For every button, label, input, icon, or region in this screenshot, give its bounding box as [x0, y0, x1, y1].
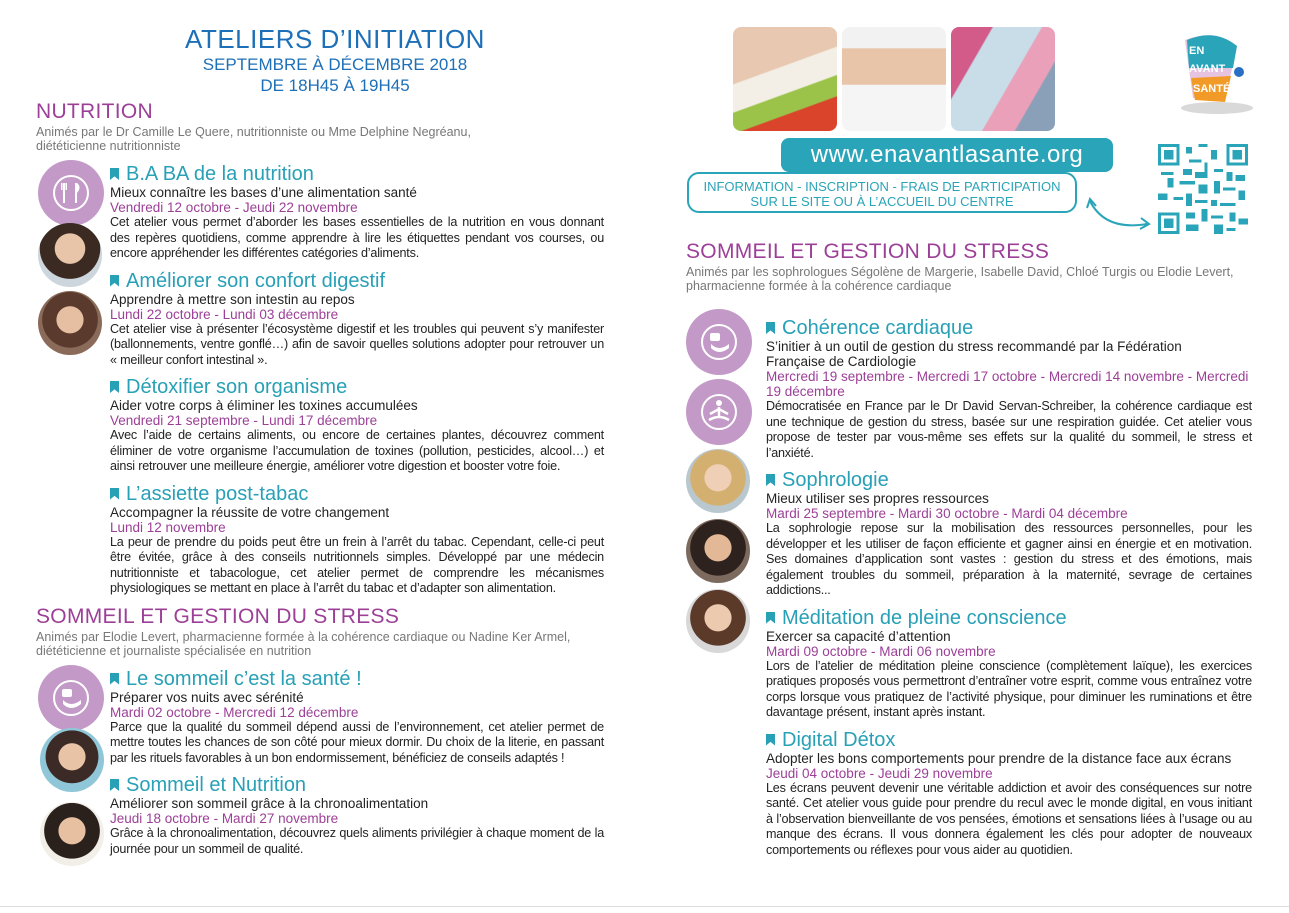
workshop-title: L’assiette post-tabac [126, 482, 309, 505]
workshop-item [110, 668, 604, 767]
workshop-dates: Vendredi 21 septembre - Lundi 17 décembre [110, 413, 378, 428]
workshop-title: Améliorer son confort digestif [126, 269, 386, 292]
bookmark-icon [110, 488, 119, 500]
svg-text:EN: EN [1189, 45, 1205, 57]
portrait-photo-7 [686, 589, 750, 653]
left-column [36, 24, 604, 865]
en-avant-la-sante-logo [1175, 28, 1255, 116]
photo-meditation [842, 27, 946, 131]
section-title-nutrition: NUTRITION [36, 100, 154, 123]
bookmark-icon [110, 673, 119, 685]
curved-arrow-icon [1085, 196, 1155, 236]
workshop-subtitle: Accompagner la réussite de votre changement [110, 504, 390, 520]
portrait-photo-3 [40, 728, 104, 792]
bookmark-icon [766, 734, 775, 746]
nutrition-workshops [36, 163, 604, 597]
workshop-item [766, 317, 1252, 461]
workshop-dates: Mardi 25 septembre - Mardi 30 octobre - Mardi 04 décembre [766, 506, 1128, 521]
workshop-item [766, 469, 1252, 599]
sleep-icon [38, 665, 104, 731]
bookmark-icon [110, 168, 119, 180]
svg-text:SANTÉ: SANTÉ [1193, 83, 1231, 95]
workshop-title: Le sommeil c’est la santé ! [126, 667, 362, 690]
workshop-description: Avec l’aide de certains aliments, ou encore de certaines plantes, découvrez comment éliminer de votre organisme l’accumulation de toxines (pollution, pesticides, alcool…) et ainsi retrouver une meilleure énergie, améliorer votre digestion et booster votre foie. [110, 428, 604, 473]
workshop-item [110, 270, 604, 369]
sleep-left-workshops [36, 668, 604, 858]
bookmark-icon [110, 779, 119, 791]
workshop-subtitle: Aider votre corps à éliminer les toxines accumulées [110, 398, 418, 413]
workshop-title: Cohérence cardiaque [782, 317, 974, 339]
page-subtitle: SEPTEMBRE À DÉCEMBRE 2018 [202, 55, 468, 74]
photo-group-exercise [951, 27, 1055, 131]
workshop-title: B.A BA de la nutrition [126, 163, 314, 185]
workshop-subtitle: Améliorer son sommeil grâce à la chronoalimentation [110, 796, 429, 811]
workshop-subtitle: Exercer sa capacité d’attention [766, 628, 951, 644]
workshop-subtitle: Apprendre à mettre son intestin au repos [110, 291, 355, 307]
page-hours: DE 18H45 À 19H45 [260, 76, 410, 95]
portrait-photo-4 [40, 802, 104, 866]
info-line-2: SUR LE SITE OU À L’ACCUEIL DU CENTRE [750, 194, 1014, 209]
workshop-description: Démocratisée en France par le Dr David Servan-Schreiber, la cohérence cardiaque est une technique de gestion du stress, basée sur une respiration guidée. Cet atelier vous propose de tester par vous-même ses effets sur la qualité du sommeil, le stress et l’anxiété. [766, 399, 1252, 460]
workshop-title: Méditation de pleine conscience [782, 606, 1067, 629]
bookmark-icon [766, 474, 775, 486]
section-title-sleep-right: SOMMEIL ET GESTION DU STRESS [686, 240, 1050, 263]
workshop-description: La sophrologie repose sur la mobilisation des ressources personnelles, pour les développer et les utiliser de façon efficiente et gagner ainsi en énergie et en motivation. Ses domaines d’application sont vastes : gestion du stress et des émotions, mais également troubles du sommeil, préparation à la maternité, sevrage de certaines addictions... [766, 521, 1252, 597]
portrait-photo-6 [686, 519, 750, 583]
section-animators-sleep-right: Animés par les sophrologues Ségolène de Margerie, Isabelle David, Chloé Turgis ou Elodie Levert, pharmacienne formée à la cohérence cardiaque [686, 265, 1234, 293]
workshop-title: Sommeil et Nutrition [126, 774, 307, 796]
workshop-title: Digital Détox [782, 728, 896, 751]
portrait-photo-2 [38, 291, 102, 355]
photo-relaxing-woman [733, 27, 837, 131]
workshop-item [110, 376, 604, 475]
info-line-1: INFORMATION - INSCRIPTION - FRAIS DE PARTICIPATION [703, 179, 1061, 194]
section-title-sleep-left: SOMMEIL ET GESTION DU STRESS [36, 604, 400, 628]
header-block [66, 24, 604, 96]
workshop-title: Détoxifier son organisme [126, 376, 348, 398]
bookmark-icon [766, 322, 775, 334]
workshop-dates: Jeudi 18 octobre - Mardi 27 novembre [110, 811, 339, 826]
website-url[interactable]: www.enavantlasante.org [781, 138, 1113, 172]
workshop-dates: Lundi 12 novembre [110, 519, 226, 535]
workshop-dates: Vendredi 12 octobre - Jeudi 22 novembre [110, 200, 358, 215]
section-animators-nutrition: Animés par le Dr Camille Le Quere, nutritionniste ou Mme Delphine Negréanu, diététicienne nutritionniste [36, 125, 471, 153]
sleep-icon [686, 309, 752, 375]
workshop-description: Grâce à la chronoalimentation, découvrez quels aliments privilégier à chaque moment de la journée pour un sommeil de qualité. [110, 826, 604, 856]
workshop-item [766, 607, 1252, 721]
workshop-dates: Jeudi 04 octobre - Jeudi 29 novembre [766, 765, 993, 781]
workshop-item [110, 163, 604, 262]
workshop-description: Cet atelier vise à présenter l’écosystème digestif et les troubles qui peuvent s’y manifester (ballonnements, ventre gonflé…) afin de savoir quelles solutions adopter pour retrouver un « meilleur confort intestinal ». [110, 321, 604, 367]
bookmark-icon [110, 275, 119, 287]
portrait-photo-1 [38, 223, 102, 287]
workshop-dates: Mercredi 19 septembre - Mercredi 17 octobre - Mercredi 14 novembre - Mercredi 19 décembre [766, 369, 1249, 399]
workshop-item [110, 774, 604, 857]
info-box [687, 172, 1077, 213]
workshop-item [110, 483, 604, 597]
meditation-icon [686, 379, 752, 445]
workshop-description: Lors de l’atelier de méditation pleine conscience (complètement laïque), les exercices pratiques proposés vous permettront d’entraîner votre esprit, comme vous entraînez votre corps lorsque vous pratiquez de l’activité physique, pour diminuer les ruminations et être davantage présent, instant après instant. [766, 658, 1252, 719]
workshop-item [766, 729, 1252, 859]
workshop-description: Les écrans peuvent devenir une véritable addiction et avoir des conséquences sur notre santé. Cet atelier vous guide pour prendre du recul avec le monde digital, en vous initiant à l’observation bienveillante de vos pensées, émotions et sensations liées à l’usage ou au manque des écrans. Il vous donnera également les clés pour adopter de nouveaux comportements ou réflexes pour vous aider au quotidien. [766, 780, 1252, 857]
workshop-subtitle: S’initier à un outil de gestion du stress recommandé par la Fédération Française de Cardiologie [766, 339, 1182, 369]
bookmark-icon [766, 612, 775, 624]
workshop-subtitle: Préparer vos nuits avec sérénité [110, 689, 304, 705]
sleep-right-workshops [686, 317, 1252, 858]
workshop-subtitle: Mieux connaître les bases d’une alimentation santé [110, 185, 417, 200]
workshop-description: Parce que la qualité du sommeil dépend aussi de l’environnement, cet atelier permet de mettre toutes les chances de son côté pour mieux dormir. Du choix de la literie, en passant par les rituels favorables à un bon endormissement, bénéficiez de conseils adaptés ! [110, 719, 604, 765]
workshop-dates: Lundi 22 octobre - Lundi 03 décembre [110, 306, 339, 322]
svg-text:AVANT: AVANT [1189, 63, 1226, 75]
workshop-subtitle: Adopter les bons comportements pour prendre de la distance face aux écrans [766, 750, 1232, 766]
right-column [686, 240, 1252, 866]
workshop-dates: Mardi 02 octobre - Mercredi 12 décembre [110, 704, 359, 720]
cutlery-icon [38, 160, 104, 226]
page-divider [0, 906, 1289, 907]
qr-code-icon[interactable] [1158, 144, 1248, 234]
section-animators-sleep-left: Animés par Elodie Levert, pharmacienne formée à la cohérence cardiaque ou Nadine Ker Armel, diététicienne et journaliste spécialisée en nutrition [36, 629, 571, 658]
workshop-subtitle: Mieux utiliser ses propres ressources [766, 491, 989, 506]
workshop-description: La peur de prendre du poids peut être un frein à l’arrêt du tabac. Cependant, celle-ci peut être évitée, grâce à des conseils nutritionnels simples. Développé par une médecin nutritionniste et tabacologue, cet atelier permet de comprendre les mécanismes physiologiques se mettant en place à l’arrêt du tabac et d’adapter son alimentation. [110, 534, 604, 595]
page-title: ATELIERS D’INITIATION [185, 24, 485, 54]
workshop-description: Cet atelier vous permet d’aborder les bases essentielles de la nutrition en vous donnant des repères quotidiens, comme apprendre à lire les étiquettes pendant vos courses, ou encore appréhender les différentes catégories d’aliments. [110, 215, 604, 260]
portrait-photo-5 [686, 449, 750, 513]
bookmark-icon [110, 381, 119, 393]
workshop-title: Sophrologie [782, 469, 889, 491]
workshop-dates: Mardi 09 octobre - Mardi 06 novembre [766, 643, 996, 659]
